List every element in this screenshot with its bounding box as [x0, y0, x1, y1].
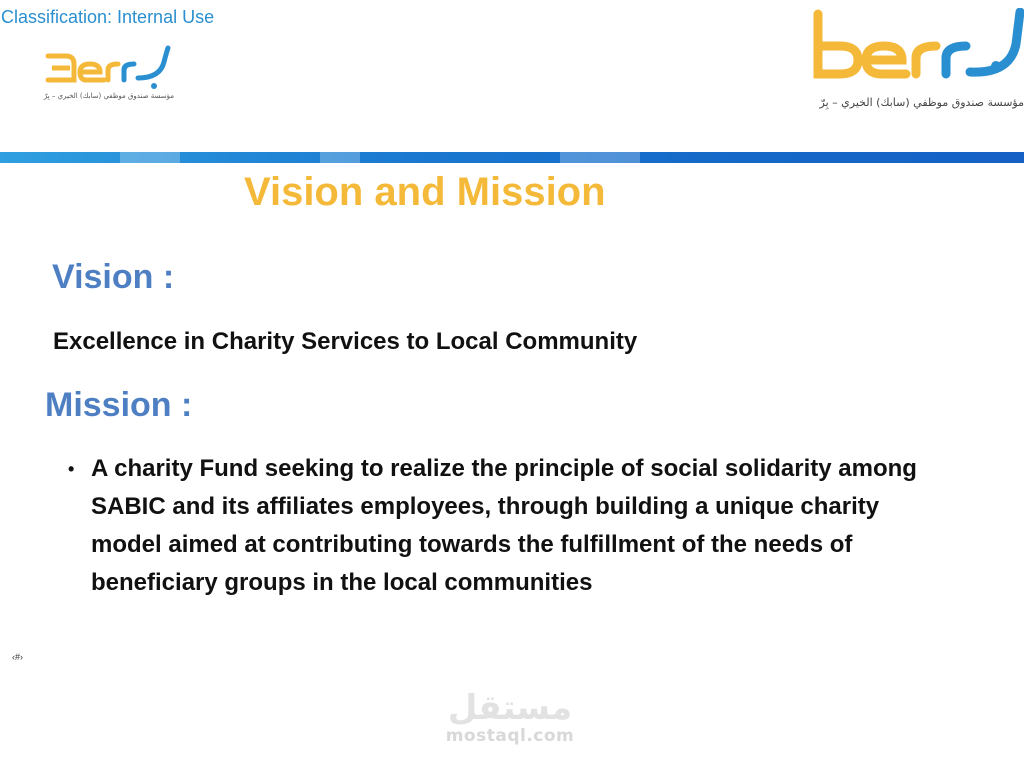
brand-logo-large	[810, 8, 1024, 118]
banner-streak	[120, 152, 180, 163]
mission-list	[68, 450, 948, 602]
brand-tagline-small: مؤسسة صندوق موظفي (سابك) الخيري – بِرّ	[43, 92, 174, 100]
watermark-latin: mostaql.com	[445, 726, 575, 746]
brand-logo-small	[44, 40, 174, 104]
vision-heading: Vision :	[52, 258, 175, 296]
slide-title: Vision and Mission	[244, 170, 606, 214]
classification-label: Classification: Internal Use	[1, 7, 215, 27]
mission-heading: Mission :	[45, 386, 193, 424]
slide-number: ‹#›	[12, 652, 23, 662]
banner-streak	[560, 152, 640, 163]
watermark-arabic: مستقل	[447, 688, 573, 728]
vision-statement: Excellence in Charity Services to Local Community	[53, 328, 638, 355]
mission-item-text: A charity Fund seeking to realize the principle of social solidarity among SABIC and its affiliates employees, through building a unique charity model aimed at contributing towards the fulfillment of the needs of beneficiary groups in the local communities	[91, 455, 917, 596]
berr-logo-large-icon	[810, 8, 1024, 90]
bullet-icon: •	[68, 459, 75, 479]
berr-logo-small-icon	[44, 40, 174, 90]
banner-streak	[320, 152, 360, 163]
brand-tagline-large: مؤسسة صندوق موظفي (سابك) الخيري – بِرّ	[819, 96, 1024, 109]
mission-item	[68, 450, 948, 602]
watermark	[430, 690, 590, 760]
header-banner-bar	[0, 152, 1024, 163]
